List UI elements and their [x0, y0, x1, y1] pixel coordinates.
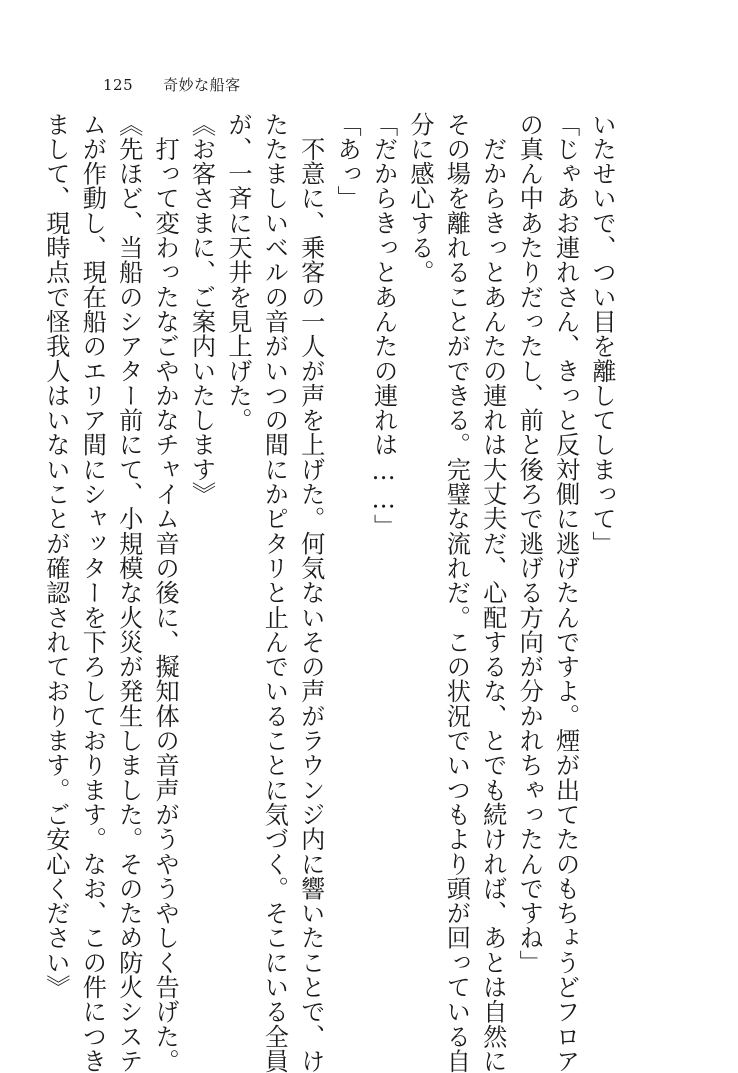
text-line: 「だからきっとあんたの連れは……」 [369, 112, 398, 539]
page-number: 125 [103, 76, 134, 94]
text-line: の真ん中あたりだったし、前と後ろで逃げる方向が分かれちゃったんですね」 [515, 112, 544, 975]
text-line: 分に感心する。 [405, 112, 434, 285]
text-line: まして、現時点で怪我人はいないことが確認されております。ご安心ください》 [41, 112, 70, 1000]
running-header [103, 74, 241, 95]
text-line: いたせいで、つい目を離してしまって」 [588, 112, 616, 556]
text-line: 打って変わったなごやかなチャイム音の後に、擬知体の音声がうやうやしく告げた。 [151, 112, 180, 1073]
text-line: ムが作動し、現在船のエリア間にシャッターを下ろしております。なお、この件につき [78, 112, 107, 1073]
text-line: 不意に、乗客の一人が声を上げた。何気ないその声がラウンジ内に響いたことで、け [296, 112, 325, 1073]
text-line: 「あっ」 [333, 112, 362, 211]
chapter-title: 奇妙な船客 [163, 76, 241, 94]
body-text [41, 112, 620, 1073]
text-line: 《先ほど、当船のシアター前にて、小規模な火災が発生しました。そのため防火システ [114, 112, 143, 1073]
text-line: が、一斉に天井を見上げた。 [223, 112, 252, 433]
text-line: 「じゃあお連れさん、きっと反対側に逃げたんですよ。煙が出てたのもちょうどフロア [551, 112, 580, 1073]
text-line: だからきっとあんたの連れは大丈夫だ、心配するな、とでも続ければ、あとは自然に [478, 112, 507, 1073]
text-line: 《お客さまに、ご案内いたします》 [187, 112, 216, 507]
text-line: その場を離れることができる。完璧な流れだ。この状況でいつもより頭が回っている自 [442, 112, 471, 1073]
text-line: たたましいベルの音がいつの間にかピタリと止んでいることに気づく。そこにいる全員 [260, 112, 289, 1073]
